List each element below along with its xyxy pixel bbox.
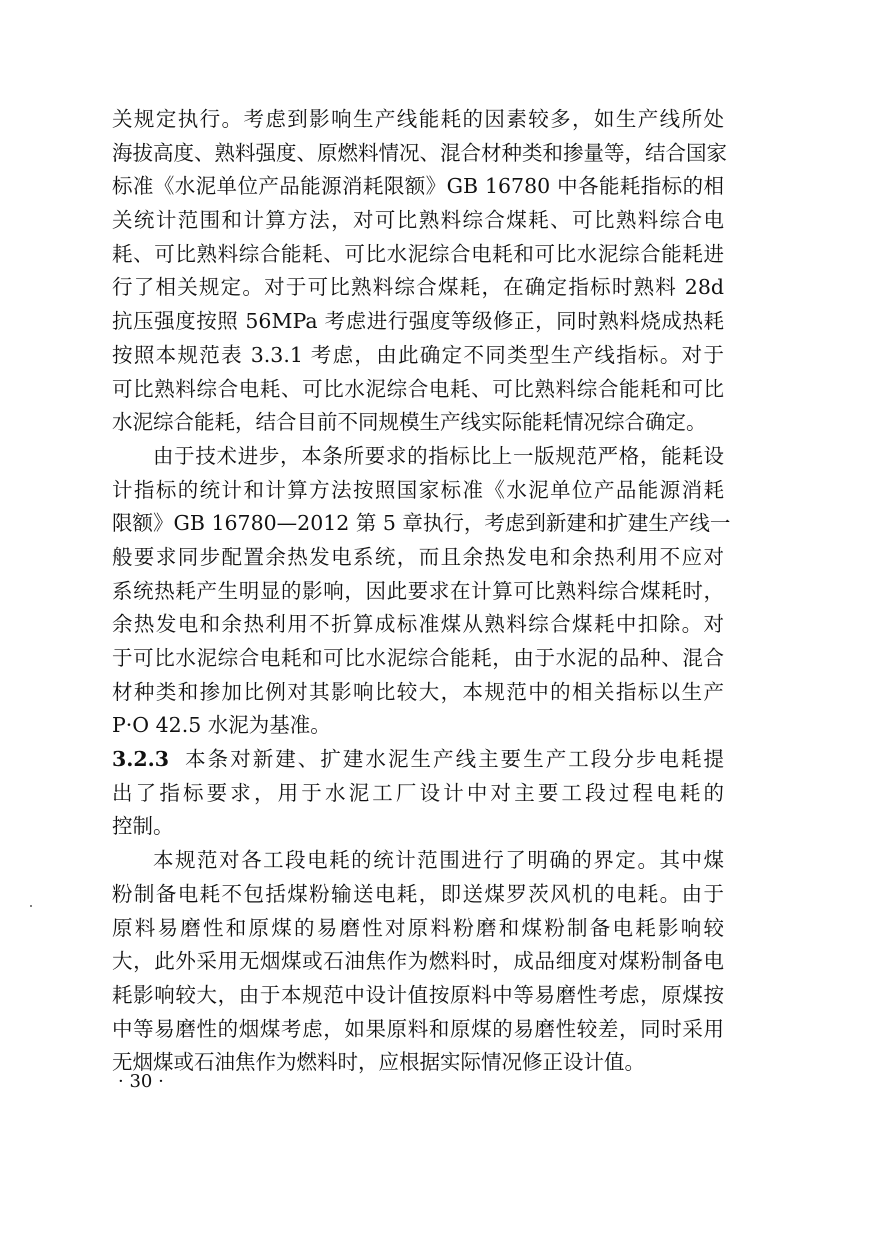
text-line: 系统热耗产生明显的影响，因此要求在计算可比熟料综合煤耗时， — [112, 578, 724, 603]
text-line: 抗压强度按照 56MPa 考虑进行强度等级修正，同时熟料烧成热耗 — [112, 309, 724, 334]
text-line: 材种类和掺加比例对其影响比较大，本规范中的相关指标以生产 — [112, 679, 724, 704]
text-line: 余热发电和余热利用不折算成标准煤从熟料综合煤耗中扣除。对 — [112, 612, 724, 637]
text-line: 出了指标要求，用于水泥工厂设计中对主要工段过程电耗的 — [112, 780, 724, 805]
text-line: 按照本规范表 3.3.1 考虑，由此确定不同类型生产线指标。对于 — [112, 342, 724, 367]
page-number: · 30 · — [118, 1071, 164, 1092]
text-line: 于可比水泥综合电耗和可比水泥综合能耗，由于水泥的品种、混合 — [112, 646, 724, 670]
text-line: 中等易磨性的烟煤考虑，如果原料和原煤的易磨性较差，同时采用 — [112, 1016, 724, 1041]
body-text — [112, 103, 731, 1080]
text-line: 原料易磨性和原煤的易磨性对原料粉磨和煤粉制备电耗影响较 — [112, 915, 724, 940]
text-line: 海拔高度、熟料强度、原燃料情况、混合材种类和掺量等，结合国家 — [112, 140, 727, 165]
text-line: 本规范对各工段电耗的统计范围进行了明确的界定。其中煤 — [153, 848, 724, 873]
text-line: 行了相关规定。对于可比熟料综合煤耗，在确定指标时熟料 28d — [112, 275, 724, 300]
text-line: 大，此外采用无烟煤或石油焦作为燃料时，成品细度对煤粉制备电 — [112, 949, 724, 974]
text-line: 水泥综合能耗，结合目前不同规模生产线实际能耗情况综合确定。 — [112, 410, 707, 435]
text-line: 标准《水泥单位产品能源消耗限额》GB 16780 中各能耗指标的相 — [112, 174, 724, 199]
text-line: 耗影响较大，由于本规范中设计值按原料中等易磨性考虑，原煤按 — [112, 982, 724, 1007]
text-line: 由于技术进步，本条所要求的指标比上一版规范严格，能耗设 — [153, 443, 724, 468]
text-line: 关规定执行。考虑到影响生产线能耗的因素较多，如生产线所处 — [112, 107, 724, 131]
text-line: P·O 42.5 水泥为基准。 — [112, 713, 331, 738]
scan-speck — [30, 905, 32, 907]
text-line: 限额》GB 16780—2012 第 5 章执行，考虑到新建和扩建生产线一 — [112, 511, 731, 536]
text-line: 可比熟料综合电耗、可比水泥综合电耗、可比熟料综合能耗和可比 — [112, 376, 724, 401]
text-line: 般要求同步配置余热发电系统，而且余热发电和余热利用不应对 — [112, 544, 724, 569]
text-line: 粉制备电耗不包括煤粉输送电耗，即送煤罗茨风机的电耗。由于 — [112, 881, 724, 906]
clause-number: 3.2.3 — [112, 747, 170, 772]
text-line: 关统计范围和计算方法，对可比熟料综合煤耗、可比熟料综合电 — [112, 208, 724, 233]
clause-text: 本条对新建、扩建水泥生产线主要生产工段分步电耗提 — [183, 747, 724, 772]
clause-line — [112, 743, 724, 777]
text-line: 耗、可比熟料综合能耗、可比水泥综合电耗和可比水泥综合能耗进 — [112, 241, 724, 266]
text-line: 无烟煤或石油焦作为燃料时，应根据实际情况修正设计值。 — [112, 1050, 645, 1075]
text-line: 控制。 — [112, 814, 174, 839]
text-line: 计指标的统计和计算方法按照国家标准《水泥单位产品能源消耗 — [112, 477, 724, 502]
